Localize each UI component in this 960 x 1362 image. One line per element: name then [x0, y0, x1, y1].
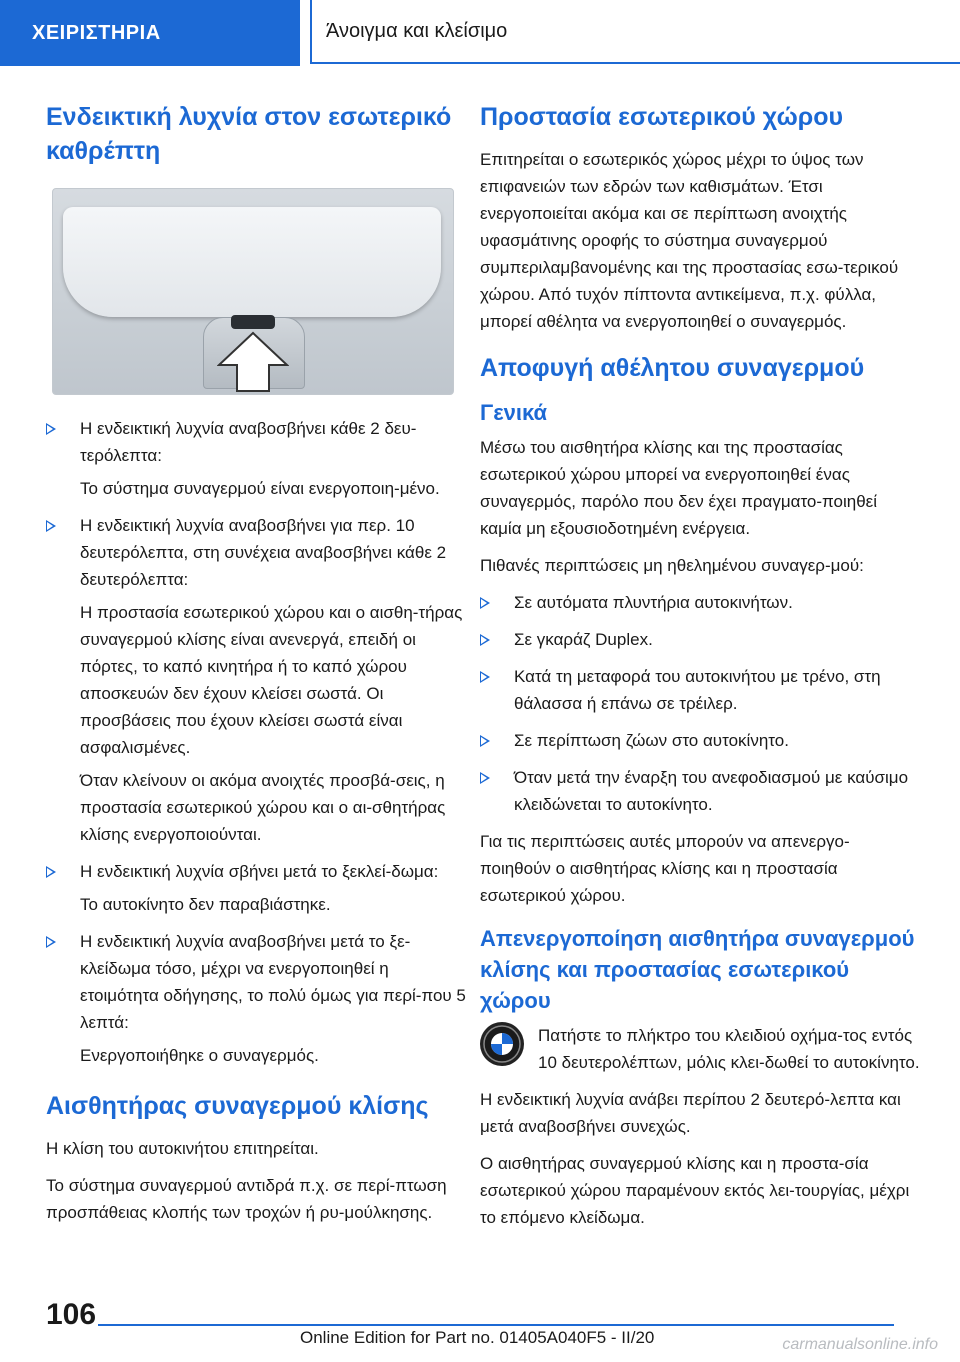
- heading-deactivate: Απενεργοποίηση αισθητήρα συναγερμού κλίσης και προστασίας εσωτερικού χώρου: [480, 926, 915, 1013]
- left-column: [46, 100, 466, 1236]
- bullet-result: Το σύστημα συναγερμού είναι ενεργοποιη-μένο.: [80, 479, 440, 498]
- arrow-up-icon: [217, 331, 289, 393]
- indicator-lamp-sensor: [231, 315, 275, 329]
- heading-interior-protection: Προστασία εσωτερικού χώρου: [480, 103, 844, 131]
- list-item: [480, 589, 920, 616]
- right-column: [480, 100, 920, 1241]
- footer-divider: [98, 1324, 894, 1326]
- bullet-triangle-icon: [480, 671, 490, 683]
- list-item: [480, 663, 920, 717]
- bullet-triangle-icon: [480, 735, 490, 747]
- lamp-behavior: Η ενδεικτική λυχνία ανάβει περίπου 2 δευτερό-λεπτα και μετά αναβοσβήνει συνεχώς.: [480, 1090, 901, 1136]
- mirror-body: [63, 207, 441, 317]
- sensor-remain-off: Ο αισθητήρας συναγερμού κλίσης και η προστα-σία εσωτερικού χώρου παραμένουν εκτός λει-τουργίας, μέχρι το επόμενο κλείδωμα.: [480, 1154, 910, 1227]
- list-item: [46, 858, 466, 918]
- bullet-text: Η ενδεικτική λυχνία σβήνει μετά το ξεκλεί-δωμα:: [80, 862, 439, 881]
- bullet-text: Όταν μετά την έναρξη του ανεφοδιασμού με καύσιμο κλειδώνεται το αυτοκίνητο.: [514, 768, 909, 814]
- mirror-illustration: [52, 188, 454, 395]
- header-section-label: [0, 0, 300, 66]
- subheading-general: Γενικά: [480, 400, 548, 425]
- chapter-title: Άνοιγμα και κλείσιμο: [326, 19, 508, 42]
- bullet-result-2: Όταν κλείνουν οι ακόμα ανοιχτές προσβά-σεις, η προστασία εσωτερικού χώρου και ο αι-σθητήρας κλίσης ενεργοποιούνται.: [80, 771, 446, 844]
- heading-tilt-sensor: Αισθητήρας συναγερμού κλίσης: [46, 1092, 429, 1120]
- list-item: [480, 626, 920, 653]
- tilt-para-1: Η κλίση του αυτοκινήτου επιτηρείται.: [46, 1139, 319, 1158]
- bullet-text: Η ενδεικτική λυχνία αναβοσβήνει για περ. 10 δευτερόλεπτα, στη συνέχεια αναβοσβήνει κάθε 2 δευτερόλεπτα:: [80, 516, 447, 589]
- watermark: carmanualsonline.info: [782, 1336, 938, 1353]
- bullet-text: Η ενδεικτική λυχνία αναβοσβήνει μετά το ξε-κλείδωμα τόσο, μέχρι να ενεργοποιηθεί η ετοιμότητα οδήγησης, το πολύ όμως για περί-που 5 λεπτά:: [80, 932, 466, 1032]
- list-item: [46, 415, 466, 502]
- heading-avoid-false-alarm: Αποφυγή αθέλητου συναγερμού: [480, 354, 865, 382]
- bullet-result: Ενεργοποιήθηκε ο συναγερμός.: [80, 1046, 319, 1065]
- bullet-result: Το αυτοκίνητο δεν παραβιάστηκε.: [80, 895, 331, 914]
- deactivate-note: Για τις περιπτώσεις αυτές μπορούν να απενεργο-ποιηθούν ο αισθητήρας κλίσης και η προστασία εσωτερικού χώρου.: [480, 832, 850, 905]
- tilt-para-2: Το σύστημα συναγερμού αντιδρά π.χ. σε περί-πτωση προσπάθειας κλοπής των τροχών ή ρυ-μούλκησης.: [46, 1176, 447, 1222]
- bullet-text: Σε περίπτωση ζώων στο αυτοκίνητο.: [514, 731, 789, 750]
- list-item: [46, 928, 466, 1069]
- bullet-triangle-icon: [480, 597, 490, 609]
- list-item: [480, 764, 920, 818]
- bullet-text: Η ενδεικτική λυχνία αναβοσβήνει κάθε 2 δευ-τερόλεπτα:: [80, 419, 417, 465]
- page-number: 106: [46, 1298, 97, 1331]
- bullet-text: Σε γκαράζ Duplex.: [514, 630, 653, 649]
- key-instruction-text: Πατήστε το πλήκτρο του κλειδιού οχήμα-τος εντός 10 δευτερολέπτων, μόλις κλει-δωθεί το αυτοκίνητο.: [538, 1026, 920, 1072]
- header-chapter-bar: [310, 0, 960, 64]
- bullet-triangle-icon: [46, 866, 56, 878]
- bullet-triangle-icon: [480, 634, 490, 646]
- edition-text: Online Edition for Part no. 01405A040F5 - II/20: [300, 1328, 655, 1347]
- bullet-triangle-icon: [46, 423, 56, 435]
- cases-intro: Πιθανές περιπτώσεις μη ηθελημένου συναγερ-μού:: [480, 556, 864, 575]
- list-item: [480, 727, 920, 754]
- bullet-text: Κατά τη μεταφορά του αυτοκινήτου με τρένο, στη θάλασσα ή επάνω σε τρέιλερ.: [514, 667, 881, 713]
- general-para: Μέσω του αισθητήρα κλίσης και της προστασίας εσωτερικού χώρου μπορεί να ενεργοποιηθεί ένας συναγερμός, παρόλο που δεν έχει πραγματο-ποιηθεί καμία μη εξουσιοδοτημένη ενέργεια.: [480, 438, 878, 538]
- interior-para: Επιτηρείται ο εσωτερικός χώρος μέχρι το ύψος των επιφανειών των εδρών των καθισμάτων. Έτσι ενεργοποιείται ακόμα και σε περίπτωση ανοιχτής υφασμάτινης οροφής το σύστημα συναγερμού συμπεριλαμβανομένης και της προστασίας εσω-τερικού χώρου. Από τυχόν πίπτοντα αντικείμενα, π.χ. φύλλα, μπορεί αθέλητα να ενεργοποιηθεί ο συναγερμός.: [480, 150, 899, 331]
- list-item: [46, 512, 466, 848]
- bmw-key-icon: [480, 1022, 524, 1066]
- bullet-triangle-icon: [46, 936, 56, 948]
- bullet-triangle-icon: [46, 520, 56, 532]
- key-instruction: [480, 1022, 920, 1076]
- heading-indicator-lamp: Ενδεικτική λυχνία στον εσωτερικό καθρέπτη: [46, 103, 452, 165]
- bullet-result: Η προστασία εσωτερικού χώρου και ο αισθη-τήρας συναγερμού κλίσης είναι ανενεργά, επειδή οι πόρτες, το καπό κινητήρα ή το καπό χώρου αποσκευών δεν έχουν κλείσει σωστά. Οι προσβάσεις που έχουν κλείσει σωστά είναι ασφαλισμένες.: [80, 603, 463, 757]
- bullet-text: Σε αυτόματα πλυντήρια αυτοκινήτων.: [514, 593, 793, 612]
- bullet-triangle-icon: [480, 772, 490, 784]
- section-label: ΧΕΙΡΙΣΤΗΡΙΑ: [32, 21, 161, 44]
